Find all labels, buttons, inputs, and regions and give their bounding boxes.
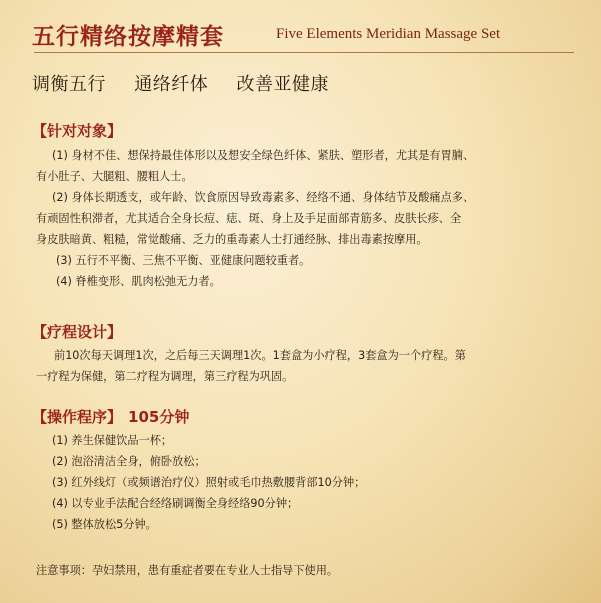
section-heading-design: 【疗程设计】 — [32, 323, 123, 341]
target-line-1: (1) 身材不佳、想保持最佳体形以及想安全绿色纤体、紧肤、塑形者，尤其是有胃腩、 — [52, 149, 475, 162]
title-english: Five Elements Meridian Massage Set — [276, 26, 501, 42]
slogan-item-2: 通络纤体 — [134, 74, 209, 95]
procedure-line-1: (1) 养生保健饮品一杯； — [52, 434, 173, 447]
procedure-line-3: (3) 红外线灯（或频谱治疗仪）照射或毛巾热敷腰背部10分钟； — [52, 476, 366, 489]
section-heading-target: 【针对对象】 — [32, 122, 123, 140]
target-line-4: 有顽固性积滞者，尤其适合全身长痘、痣、斑、身上及手足面部青筋多、皮肤长疹、全 — [36, 212, 462, 225]
design-line-1: 前10次每天调理1次，之后每三天调理1次。1套盒为小疗程，3套盒为一个疗程。第 — [54, 349, 466, 362]
header — [32, 8, 592, 52]
slogan-item-1: 调衡五行 — [32, 74, 106, 95]
section-body-target — [36, 145, 572, 292]
slogan — [32, 70, 329, 96]
title-chinese: 五行精络按摩精套 — [32, 23, 224, 50]
slogan-item-3: 改善亚健康 — [236, 74, 329, 95]
target-line-6: (3) 五行不平衡、三焦不平衡、亚健康问题较重者。 — [56, 254, 311, 267]
procedure-duration: 105分钟 — [128, 408, 190, 426]
procedure-heading-label: 【操作程序】 — [32, 408, 123, 426]
design-line-2: 一疗程为保健，第二疗程为调理，第三疗程为巩固。 — [36, 370, 294, 383]
section-body-procedure — [36, 430, 572, 535]
target-line-3: (2) 身体长期透支，或年龄、饮食原因导致毒素多、经络不通、身体结节及酸痛点多、 — [52, 191, 475, 204]
section-heading-procedure — [32, 406, 189, 427]
target-line-5: 身皮肤暗黄、粗糙，常觉酸痛、乏力的重毒素人士打通经脉、排出毒素按摩用。 — [36, 233, 428, 246]
procedure-line-5: (5) 整体放松5分钟。 — [52, 518, 157, 531]
procedure-line-4: (4) 以专业手法配合经络刷调衡全身经络90分钟； — [52, 497, 299, 510]
header-divider — [34, 52, 574, 53]
caution-note: 注意事项：孕妇禁用，患有重症者要在专业人士指导下使用。 — [36, 564, 339, 577]
target-line-2: 有小肚子、大腿粗、腰粗人士。 — [36, 170, 193, 183]
section-body-design — [36, 345, 572, 387]
target-line-7: (4) 脊椎变形、肌肉松弛无力者。 — [56, 275, 221, 288]
procedure-line-2: (2) 泡浴清洁全身，俯卧放松； — [52, 455, 206, 468]
